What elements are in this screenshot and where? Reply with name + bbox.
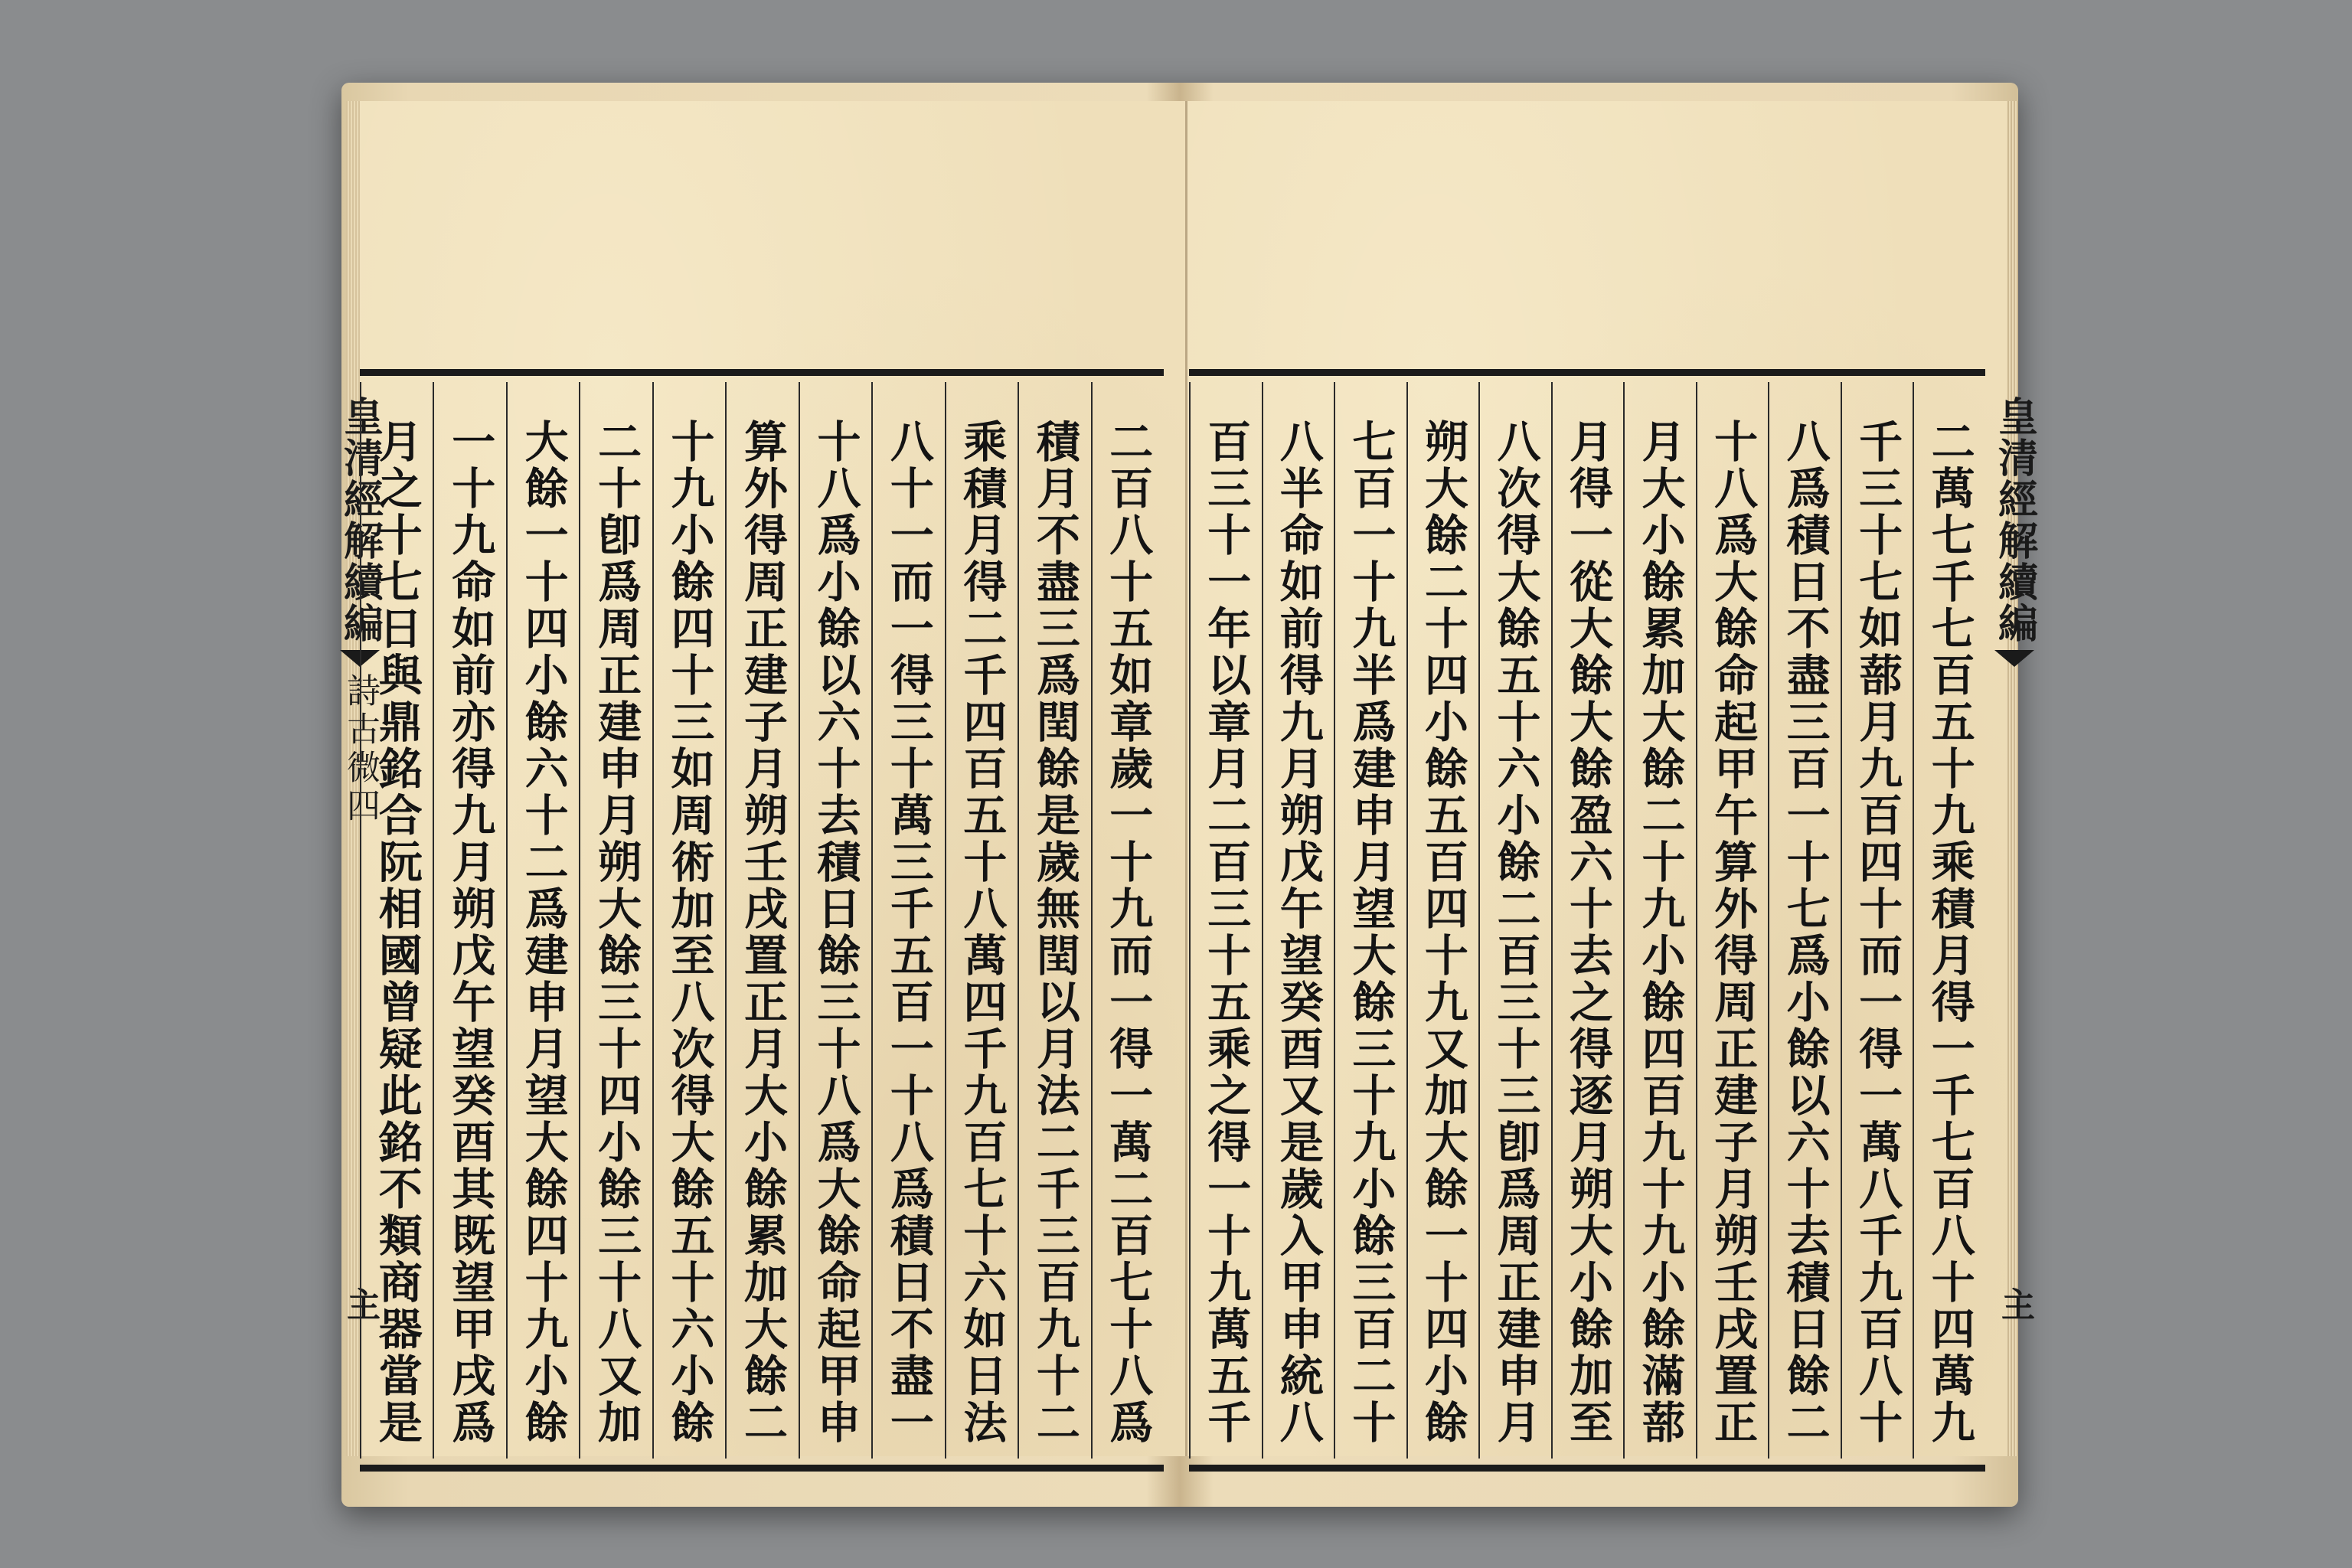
- text-column: 八爲積日不盡三百一十七爲小餘以六十去積日餘二: [1768, 382, 1841, 1459]
- right-page-heart: [1991, 382, 2037, 1459]
- text-column: 大餘一十四小餘六十二爲建申月望大餘四十九小餘: [506, 382, 579, 1459]
- text-column: 乘積月得二千四百五十八萬四千九百七十六如日法: [945, 382, 1018, 1459]
- text-column: 積月不盡三爲閏餘是歲無閏以月法二千三百九十二: [1018, 382, 1090, 1459]
- fish-tail-icon: [1994, 650, 2034, 667]
- page-number: 主: [341, 1287, 380, 1321]
- right-text-columns: [1189, 382, 1985, 1459]
- text-column: 八半命如前得九月朔戊午望癸酉又是歲入甲申統八: [1262, 382, 1334, 1459]
- text-column: 百三十一年以章月二百三十五乘之得一十九萬五千: [1189, 382, 1262, 1459]
- text-column: 七百一十九半爲建申月望大餘三十九小餘三百二十: [1334, 382, 1406, 1459]
- text-column: 月大小餘累加大餘二十九小餘四百九十九小餘滿蔀: [1623, 382, 1696, 1459]
- text-column: 八次得大餘五十六小餘二百三十三卽爲周正建申月: [1478, 382, 1551, 1459]
- book-title: 皇清經解續編: [1991, 396, 2038, 644]
- text-column: 千三十七如蔀月九百四十而一得一萬八千九百八十: [1841, 382, 1913, 1459]
- text-column: 二百八十五如章歲一十九而一得一萬二百七十八爲: [1091, 382, 1164, 1459]
- page-number: 主: [1995, 1287, 2034, 1321]
- text-column: 十八爲小餘以六十去積日餘三十八爲大餘命起甲申: [799, 382, 871, 1459]
- left-page: [336, 101, 1189, 1456]
- left-print-frame: [336, 369, 1164, 1472]
- text-column: 月之十七日與鼎銘合阮相國曾疑此銘不類商器當是: [360, 382, 433, 1459]
- text-column: 算外得周正建子月朔壬戌置正月大小餘累加大餘二: [725, 382, 798, 1459]
- text-column: 二萬七千七百五十九乘積月得一千七百八十四萬九: [1913, 382, 1985, 1459]
- text-column: 十九小餘四十三如周術加至八次得大餘五十六小餘: [652, 382, 725, 1459]
- section-title: 詩古微四: [341, 673, 380, 826]
- text-column: 朔大餘二十四小餘五百四十九又加大餘一十四小餘: [1406, 382, 1479, 1459]
- right-page: [1185, 101, 2038, 1456]
- text-column: 月得一從大餘大餘盈六十去之得逐月朔大小餘加至: [1551, 382, 1624, 1459]
- book-title: 皇清經解續編: [336, 396, 384, 644]
- text-column: 十八爲大餘命起甲午算外得周正建子月朔壬戌置正: [1696, 382, 1769, 1459]
- right-print-frame: [1189, 369, 2038, 1472]
- text-column: 一十九命如前亦得九月朔戊午望癸酉其既望甲戌爲: [433, 382, 505, 1459]
- left-text-columns: [360, 382, 1164, 1459]
- text-column: 八十一而一得三十萬三千五百一十八爲積日不盡一: [871, 382, 944, 1459]
- text-column: 二十卽爲周正建申月朔大餘三十四小餘三十八又加: [579, 382, 652, 1459]
